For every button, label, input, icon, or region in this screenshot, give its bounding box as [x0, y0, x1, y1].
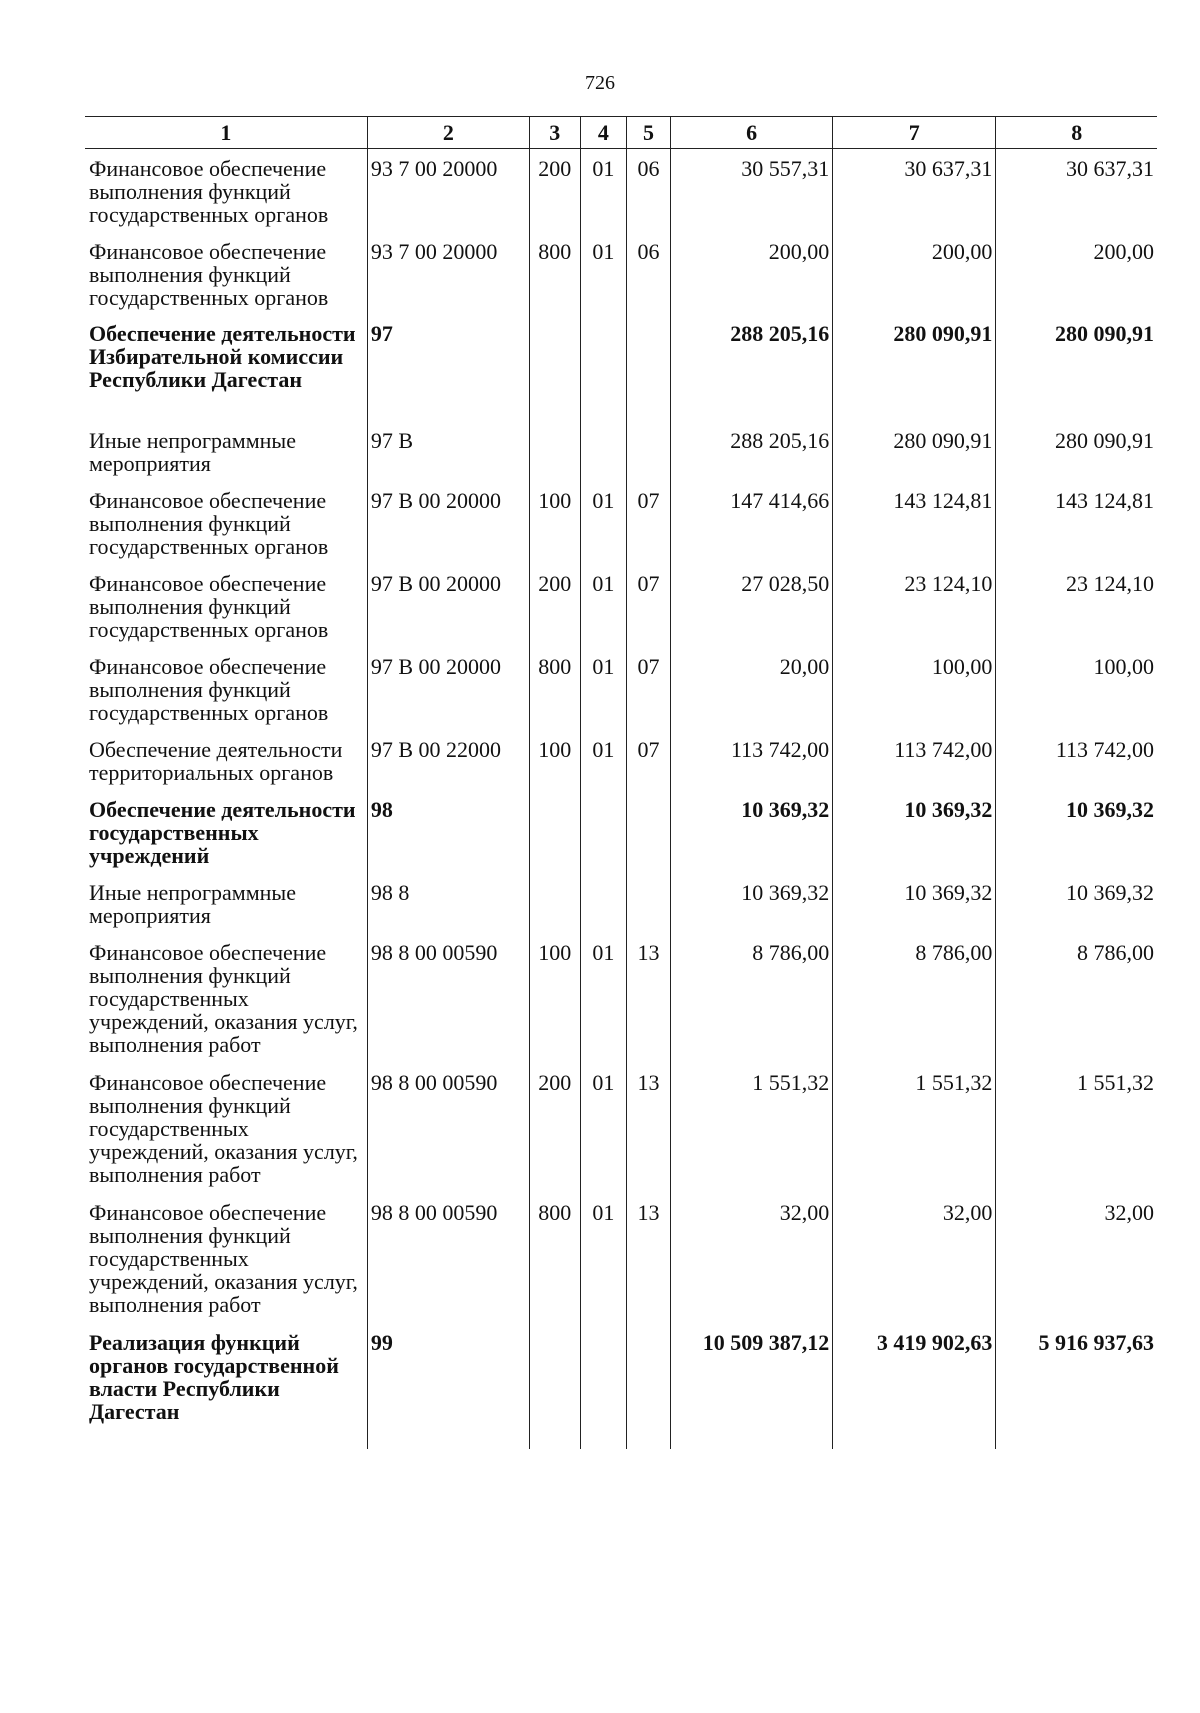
- table-row: [85, 1193, 1157, 1323]
- table-row: [85, 873, 1157, 933]
- row-col3: 100: [529, 730, 580, 790]
- row-name: Иные непрограммные мероприятия: [89, 879, 296, 928]
- row-col3: 100: [529, 481, 580, 564]
- row-code: 98 8: [367, 873, 529, 933]
- row-code: 93 7 00 20000: [367, 232, 529, 314]
- row-name: Обеспечение деятельности территориальных органов: [89, 736, 343, 785]
- row-value-6: 8 786,00: [671, 933, 833, 1063]
- budget-table: [85, 116, 1157, 1449]
- row-col4: [580, 421, 626, 481]
- row-value-7: 23 124,10: [833, 564, 996, 647]
- row-value-7: 200,00: [833, 232, 996, 314]
- table-row: [85, 421, 1157, 481]
- row-value-6: 10 369,32: [671, 790, 833, 873]
- row-col4: 01: [580, 1193, 626, 1323]
- column-header-8: 8: [996, 117, 1157, 149]
- table-row: [85, 933, 1157, 1063]
- row-value-7: 280 090,91: [833, 421, 996, 481]
- row-code: 97 В 00 20000: [367, 564, 529, 647]
- row-name: Финансовое обеспечение выполнения функций государственных учреждений, оказания услуг, выполнения работ: [89, 939, 358, 1057]
- row-col3: [529, 790, 580, 873]
- row-value-6: 20,00: [671, 647, 833, 730]
- row-name: Финансовое обеспечение выполнения функций государственных органов: [89, 487, 329, 559]
- row-code: 97 В: [367, 421, 529, 481]
- column-header-4: 4: [580, 117, 626, 149]
- table-row: [85, 1323, 1157, 1449]
- row-col4: [580, 314, 626, 421]
- row-code: 98 8 00 00590: [367, 933, 529, 1063]
- row-col4: 01: [580, 933, 626, 1063]
- row-name: Реализация функций органов государственной власти Республики Дагестан: [89, 1329, 339, 1424]
- row-value-7: 113 742,00: [833, 730, 996, 790]
- table-row: [85, 730, 1157, 790]
- row-value-6: 30 557,31: [671, 149, 833, 232]
- row-value-8: 1 551,32: [996, 1063, 1157, 1193]
- column-header-5: 5: [626, 117, 670, 149]
- row-col5: 13: [626, 1063, 670, 1193]
- row-value-8: 5 916 937,63: [996, 1323, 1157, 1449]
- row-name: Финансовое обеспечение выполнения функций государственных органов: [89, 653, 329, 725]
- row-col4: [580, 1323, 626, 1449]
- row-col4: 01: [580, 730, 626, 790]
- table-row: [85, 647, 1157, 730]
- row-value-7: 30 637,31: [833, 149, 996, 232]
- row-code: 97 В 00 20000: [367, 647, 529, 730]
- row-value-7: 32,00: [833, 1193, 996, 1323]
- row-value-8: 10 369,32: [996, 873, 1157, 933]
- row-value-6: 113 742,00: [671, 730, 833, 790]
- row-value-6: 147 414,66: [671, 481, 833, 564]
- row-col5: 13: [626, 933, 670, 1063]
- column-header-7: 7: [833, 117, 996, 149]
- row-col5: 06: [626, 232, 670, 314]
- column-header-3: 3: [529, 117, 580, 149]
- row-col4: [580, 873, 626, 933]
- row-col4: 01: [580, 149, 626, 232]
- row-value-8: 23 124,10: [996, 564, 1157, 647]
- row-col3: 200: [529, 149, 580, 232]
- table-row: [85, 790, 1157, 873]
- row-col5: 06: [626, 149, 670, 232]
- row-col5: 13: [626, 1193, 670, 1323]
- row-col5: 07: [626, 481, 670, 564]
- row-value-8: 32,00: [996, 1193, 1157, 1323]
- row-value-6: 27 028,50: [671, 564, 833, 647]
- table-row: [85, 314, 1157, 421]
- row-name: Финансовое обеспечение выполнения функций государственных органов: [89, 238, 329, 310]
- row-col5: [626, 421, 670, 481]
- row-col3: [529, 873, 580, 933]
- row-value-7: 8 786,00: [833, 933, 996, 1063]
- row-name: Финансовое обеспечение выполнения функций государственных органов: [89, 570, 329, 642]
- row-value-8: 113 742,00: [996, 730, 1157, 790]
- row-code: 93 7 00 20000: [367, 149, 529, 232]
- row-col5: 07: [626, 730, 670, 790]
- row-col4: 01: [580, 1063, 626, 1193]
- table-row: [85, 481, 1157, 564]
- row-name: Финансовое обеспечение выполнения функций государственных учреждений, оказания услуг, выполнения работ: [89, 1199, 358, 1317]
- row-name: Финансовое обеспечение выполнения функций государственных органов: [89, 156, 329, 227]
- table-row: [85, 232, 1157, 314]
- row-value-8: 280 090,91: [996, 421, 1157, 481]
- row-col3: 800: [529, 1193, 580, 1323]
- header-row: [85, 117, 1157, 149]
- row-value-6: 288 205,16: [671, 314, 833, 421]
- row-col3: 100: [529, 933, 580, 1063]
- row-col4: [580, 790, 626, 873]
- column-header-6: 6: [671, 117, 833, 149]
- table-row: [85, 149, 1157, 232]
- row-value-8: 8 786,00: [996, 933, 1157, 1063]
- row-col3: [529, 1323, 580, 1449]
- row-value-7: 10 369,32: [833, 873, 996, 933]
- row-col5: [626, 873, 670, 933]
- row-value-6: 32,00: [671, 1193, 833, 1323]
- row-value-6: 288 205,16: [671, 421, 833, 481]
- row-code: 97 В 00 22000: [367, 730, 529, 790]
- row-col3: [529, 314, 580, 421]
- row-value-6: 10 369,32: [671, 873, 833, 933]
- row-value-8: 30 637,31: [996, 149, 1157, 232]
- row-value-7: 100,00: [833, 647, 996, 730]
- row-name: Иные непрограммные мероприятия: [89, 427, 296, 476]
- row-col3: 200: [529, 1063, 580, 1193]
- row-code: 98 8 00 00590: [367, 1063, 529, 1193]
- table-row: [85, 564, 1157, 647]
- row-col5: 07: [626, 564, 670, 647]
- row-name: Финансовое обеспечение выполнения функций государственных учреждений, оказания услуг, выполнения работ: [89, 1069, 358, 1187]
- row-value-8: 143 124,81: [996, 481, 1157, 564]
- row-col3: 800: [529, 232, 580, 314]
- row-col4: 01: [580, 481, 626, 564]
- row-col4: 01: [580, 232, 626, 314]
- row-value-8: 100,00: [996, 647, 1157, 730]
- row-value-7: 3 419 902,63: [833, 1323, 996, 1449]
- row-col3: 800: [529, 647, 580, 730]
- row-name: Обеспечение деятельности государственных учреждений: [89, 796, 356, 868]
- row-col4: 01: [580, 647, 626, 730]
- row-value-8: 10 369,32: [996, 790, 1157, 873]
- row-code: 98 8 00 00590: [367, 1193, 529, 1323]
- row-value-6: 10 509 387,12: [671, 1323, 833, 1449]
- row-code: 97: [367, 314, 529, 421]
- row-value-6: 200,00: [671, 232, 833, 314]
- row-col3: 200: [529, 564, 580, 647]
- row-name: Обеспечение деятельности Избирательной комиссии Республики Дагестан: [89, 320, 356, 392]
- row-value-6: 1 551,32: [671, 1063, 833, 1193]
- table-row: [85, 1063, 1157, 1193]
- row-code: 99: [367, 1323, 529, 1449]
- row-col5: 07: [626, 647, 670, 730]
- row-col5: [626, 314, 670, 421]
- row-value-7: 10 369,32: [833, 790, 996, 873]
- row-value-8: 280 090,91: [996, 314, 1157, 421]
- row-value-7: 1 551,32: [833, 1063, 996, 1193]
- row-code: 98: [367, 790, 529, 873]
- row-col5: [626, 1323, 670, 1449]
- row-code: 97 В 00 20000: [367, 481, 529, 564]
- row-col4: 01: [580, 564, 626, 647]
- row-value-7: 143 124,81: [833, 481, 996, 564]
- row-value-8: 200,00: [996, 232, 1157, 314]
- row-col5: [626, 790, 670, 873]
- column-header-1: 1: [85, 117, 367, 149]
- row-value-7: 280 090,91: [833, 314, 996, 421]
- row-col3: [529, 421, 580, 481]
- page-number: 726: [585, 72, 615, 94]
- column-header-2: 2: [367, 117, 529, 149]
